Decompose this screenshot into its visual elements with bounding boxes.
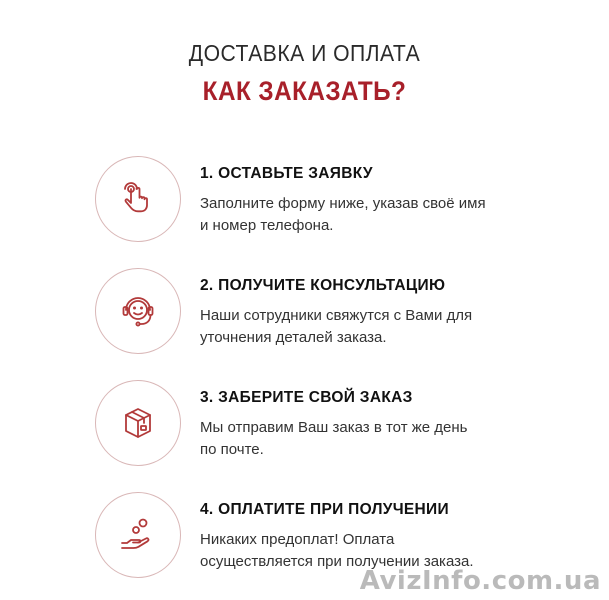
step-4-icon-circle bbox=[95, 492, 181, 578]
step-4-title: 4. ОПЛАТИТЕ ПРИ ПОЛУЧЕНИИ bbox=[200, 501, 449, 518]
step-1-text bbox=[200, 156, 600, 237]
step-1-desc-line-1: Заполните форму ниже, указав своё имя bbox=[200, 195, 486, 212]
step-3-text bbox=[200, 380, 600, 461]
page-header bbox=[0, 38, 609, 108]
hand-pointer-icon bbox=[118, 179, 158, 219]
site-watermark: AvizInfo.com.ua bbox=[359, 566, 601, 596]
step-2-desc-line-2: уточнения деталей заказа. bbox=[200, 329, 387, 346]
headset-icon bbox=[118, 291, 158, 331]
step-3-desc-line-1: Мы отправим Ваш заказ в тот же день bbox=[200, 419, 468, 436]
step-1-desc-line-2: и номер телефона. bbox=[200, 217, 334, 234]
package-icon bbox=[118, 403, 158, 443]
step-2-description bbox=[200, 305, 600, 349]
step-3 bbox=[95, 380, 595, 480]
hand-coins-icon bbox=[118, 515, 158, 555]
step-4-desc-line-1: Никаких предоплат! Оплата bbox=[200, 531, 395, 548]
step-1 bbox=[95, 156, 595, 256]
step-4-desc-line-2: осуществляется при получении заказа. bbox=[200, 553, 474, 570]
step-3-icon-circle bbox=[95, 380, 181, 466]
step-1-title: 1. ОСТАВЬТЕ ЗАЯВКУ bbox=[200, 165, 373, 182]
step-3-description bbox=[200, 417, 600, 461]
step-1-icon-circle bbox=[95, 156, 181, 242]
step-4-text bbox=[200, 492, 600, 573]
step-2-text bbox=[200, 268, 600, 349]
page-subtitle: ДОСТАВКА И ОПЛАТА bbox=[188, 40, 421, 66]
step-2-icon-circle bbox=[95, 268, 181, 354]
page-title: КАК ЗАКАЗАТЬ? bbox=[202, 76, 407, 106]
step-3-desc-line-2: по почте. bbox=[200, 441, 264, 458]
step-2 bbox=[95, 268, 595, 368]
step-2-title: 2. ПОЛУЧИТЕ КОНСУЛЬТАЦИЮ bbox=[200, 277, 446, 294]
step-3-title: 3. ЗАБЕРИТЕ СВОЙ ЗАКАЗ bbox=[200, 389, 413, 406]
step-2-desc-line-1: Наши сотрудники свяжутся с Вами для bbox=[200, 307, 473, 324]
step-1-description bbox=[200, 193, 600, 237]
